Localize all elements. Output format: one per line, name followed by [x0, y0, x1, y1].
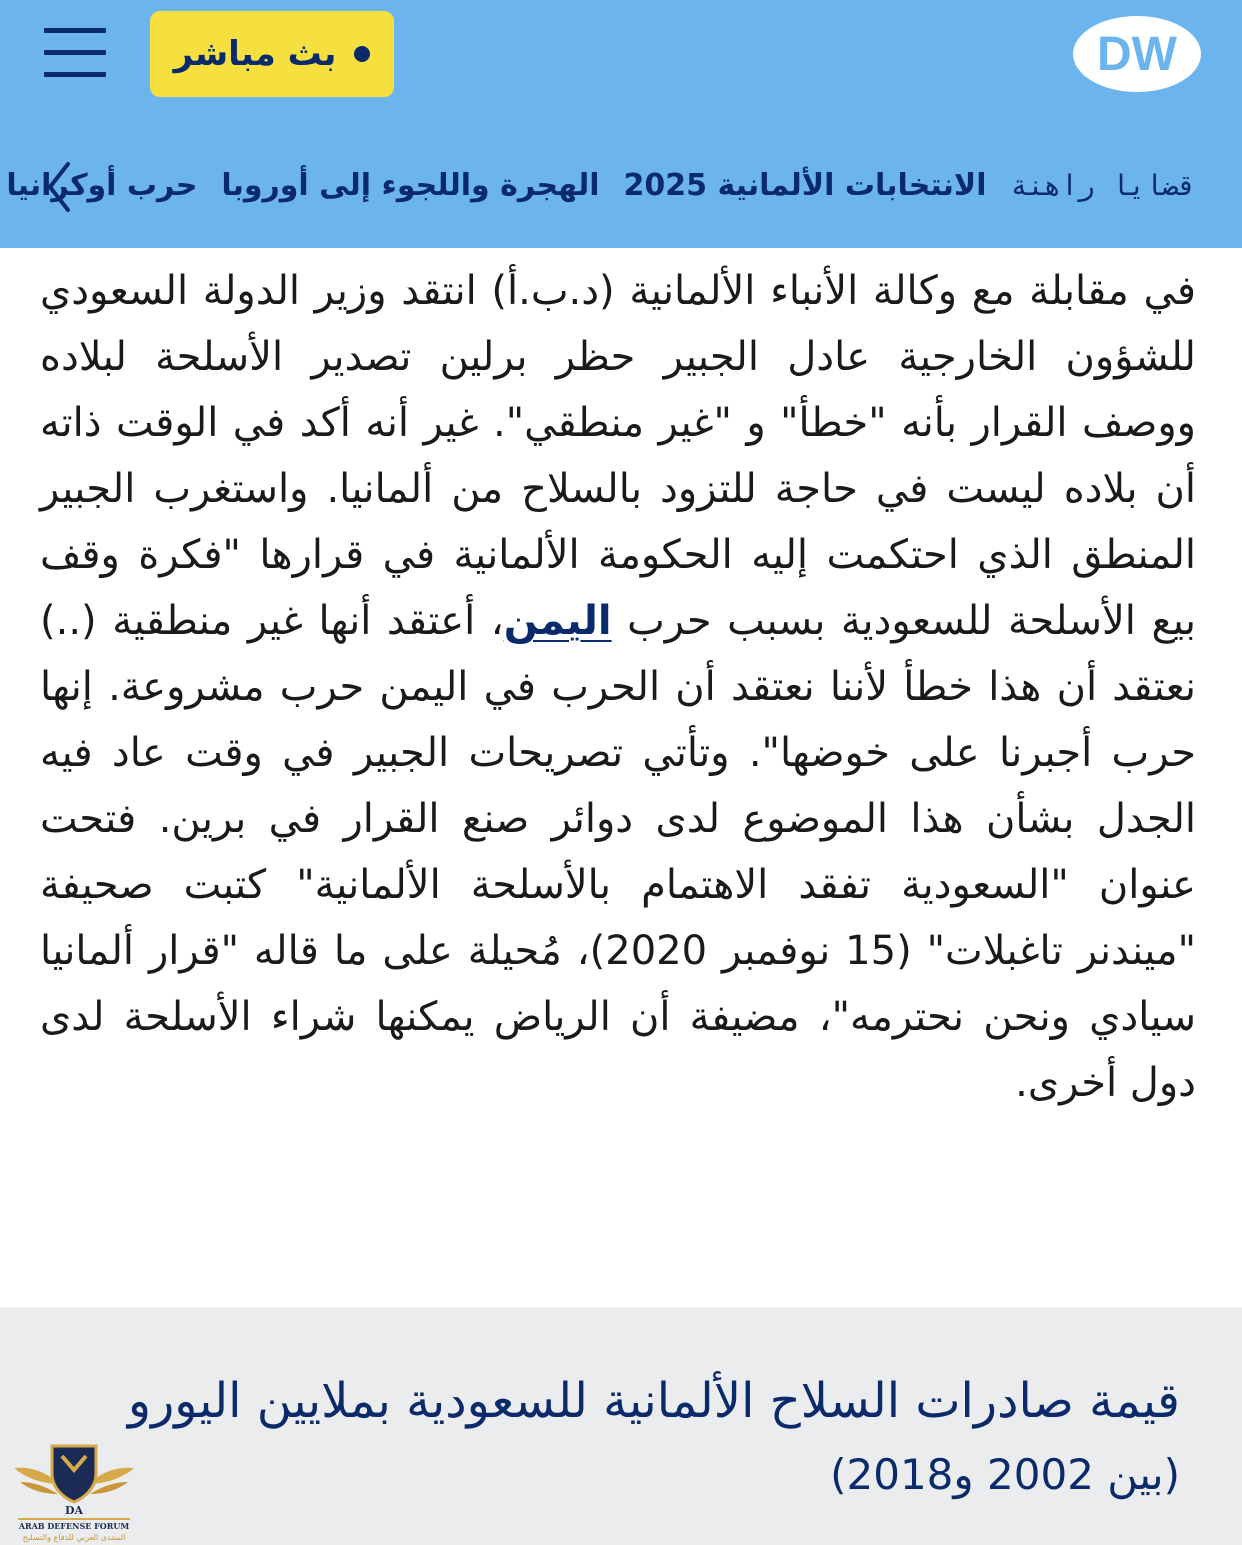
article-paragraph: [40, 258, 1196, 1116]
site-header: [0, 0, 1242, 248]
topic-link-migration[interactable]: الهجرة واللجوء إلى أوروبا: [221, 167, 600, 203]
watermark-line2: المنتدى العربي للدفاع والتسليح: [22, 1533, 126, 1542]
menu-bar: [44, 72, 106, 77]
watermark-badge: DA: [64, 1504, 84, 1517]
dw-logo[interactable]: [1070, 14, 1204, 94]
menu-bar: [44, 28, 106, 33]
watermark-line1: ARAB DEFENSE FORUM: [18, 1521, 130, 1531]
dw-logo-text: DW: [1097, 28, 1177, 81]
article-text-part2: ، أعتقد أنها غير منطقية (..) نعتقد أن هذا خطأ لأننا نعتقد أن الحرب في اليمن حرب مشروعة. إنها حرب أجبرنا على خوضها". وتأتي تصريحات الجبير في وقت عاد فيه الجدل بشأن هذا الموضوع لدى دوائر صنع القرار في برين. فتحت عنوان "السعودية تفقد الاهتمام بالأسلحة الألمانية" كتبت صحيفة "ميندنر تاغبلات" (15 نوفمبر 2020)، مُحيلة على ما قاله "قرار ألمانيا سيادي ونحن نحترمه"، مضيفة أن الرياض يمكنها شراء الأسلحة لدى دول أخرى.: [40, 598, 1196, 1106]
chart-subtitle: (بين 2002 و2018): [830, 1450, 1180, 1499]
topic-link-ukraine-war[interactable]: حرب أوكرانيا: [6, 167, 198, 203]
yemen-link[interactable]: اليمن: [503, 598, 612, 644]
live-dot-icon: [354, 46, 370, 62]
live-stream-label: بث مباشر: [173, 34, 337, 74]
article-text-part1: في مقابلة مع وكالة الأنباء الألمانية (د.ب.أ) انتقد وزير الدولة السعودي للشؤون الخارجية عادل الجبير حظر برلين تصدير الأسلحة لبلاده ووصف القرار بأنه "خطأ" و "غير منطقي". غير أنه أكد في الوقت ذاته أن بلاده ليست في حاجة للتزود بالسلاح من ألمانيا. واستغرب الجبير المنطق الذي احتكمت إليه الحكومة الألمانية في قرارها "فكرة وقف بيع الأسلحة للسعودية بسبب حرب: [40, 268, 1196, 644]
live-stream-button[interactable]: [150, 11, 394, 97]
menu-bar: [44, 50, 106, 55]
hamburger-menu-icon[interactable]: [44, 28, 106, 78]
topics-heading: قضايا راهنة: [1010, 168, 1196, 202]
trending-topics-bar: [0, 140, 1242, 230]
arab-defense-forum-watermark: [8, 1440, 140, 1544]
chart-section: [0, 1307, 1242, 1545]
topics-track[interactable]: [6, 140, 1196, 230]
chart-title-main: قيمة صادرات السلاح الألمانية للسعودية بملايين اليورو: [127, 1373, 1180, 1429]
topic-link-elections[interactable]: الانتخابات الألمانية 2025: [623, 167, 987, 203]
chart-title: [60, 1365, 1180, 1511]
